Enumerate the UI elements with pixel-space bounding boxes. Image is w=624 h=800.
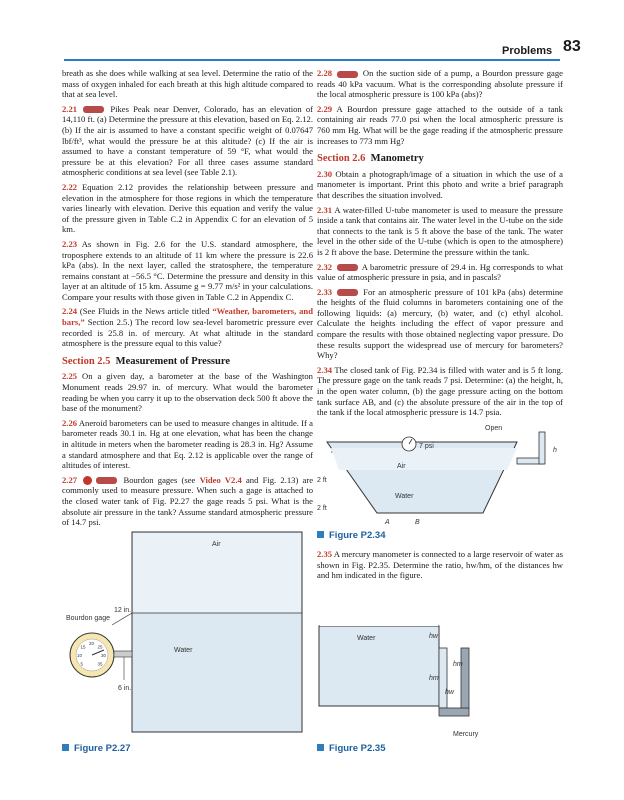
problem-2-23: 2.23 As shown in Fig. 2.6 for the U.S. standard atmosphere, the troposphere extends to an altitude of 11 km where the pressure is 22.6 kPa (abs). In the next layer, called the stratosphere, the temperature remains constant at −56.5 °C. Determine the pressure and density in this layer at an altitude of 15 km. Assume g = 9.77 m/s² in your calculations. Compare your results with those given in Table C.2 in Appendix C.	[62, 238, 313, 302]
header-rule	[64, 59, 560, 61]
gage-dial-number: 30	[101, 653, 107, 658]
problem-2-29: 2.29 A Bourdon pressure gage attached to the outside of a tank containing air reads 77.0 psi when the local atmospheric pressure is 760 mm Hg. What will be the gage reading if the atmospheric pressure increases to 773 mm Hg?	[317, 103, 563, 146]
psi-label: 7 psi	[419, 443, 434, 450]
problem-2-20-end: breath as she does while walking at sea level. Determine the ratio of the mass of oxygen inhaled for each breath at this high altitude compared to that at sea level.	[62, 68, 313, 100]
manometer-right-leg	[461, 648, 469, 708]
problem-2-35: 2.35 A mercury manometer is connected to a large reservoir of water as shown in Fig. P2.35. Determine the ratio, hw/hm, of the distances hw and hm indicated in the figure.	[317, 549, 563, 581]
right-column	[317, 68, 563, 422]
hm-upper-label: hm	[453, 661, 463, 668]
section-heading-2-6: Section 2.6 Manometry	[317, 153, 424, 165]
figure-p2-27	[62, 530, 312, 740]
mercury-u-bottom	[439, 708, 469, 716]
problem-2-27: 2.27 Bourdon gages (see Video V2.4 and Fig. 2.13) are commonly used to measure pressure. When such a gage is attached to the closed water tank of Fig. P2.27 the gage reads 5 psi. What is the absolute air pressure in the tank? Assume standard atmospheric pressure of 14.7 psi.	[62, 474, 314, 528]
problem-2-30: 2.30 Obtain a photograph/image of a situation in which the use of a manometer is important. Print this photo and write a brief paragraph that describes the situation involved.	[317, 168, 563, 200]
water-label: Water	[395, 493, 414, 500]
figure-p2-34	[317, 418, 567, 528]
problem-2-22: 2.22 Equation 2.12 provides the relationship between pressure and elevation in the atmosphere for those regions in which the temperature varies linearly with elevation. Derive this equation and verify the value of the pressure given in Table C.2 in Appendix C for an elevation of 5 km.	[62, 181, 313, 235]
tank-water-label: Water	[174, 647, 193, 654]
go-web-icon	[96, 477, 117, 484]
go-web-icon	[337, 289, 358, 296]
problem-2-28: 2.28 On the suction side of a pump, a Bourdon pressure gage reads 40 kPa vacuum. What is the corresponding absolute pressure if the local atmospheric pressure is 100 kPa (abs)?	[317, 68, 563, 100]
open-column	[539, 432, 545, 464]
figure-p2-27-caption: Figure P2.27	[62, 743, 131, 754]
problem-2-25: 2.25 On a given day, a barometer at the base of the Washington Monument reads 29.97 in. of mercury. What would the barometer reading be when you carry it up to the observation deck 500 ft above the base of the monument?	[62, 371, 313, 414]
problem-2-31: 2.31 A water-filled U-tube manometer is used to measure the pressure inside a tank that contains air. The water level in the U-tube on the side that connects to the tank is 5 ft above the base of the tank. The water level in the other side of the U-tube (which is open to the atmosphere) is 2 ft above the base. Determine the pressure within the tank.	[317, 204, 563, 257]
gage-dial-number: 5	[80, 661, 84, 667]
problem-2-24: 2.24 (See Fluids in the News article titled “Weather, barometers, and bars,” Section 2.5.) The record low sea-level barometric pressure ever recorded is 25.8 in. of mercury. At what altitude in the standard atmosphere is the pressure equal to this value?	[62, 306, 313, 349]
reservoir-water-label: Water	[357, 635, 376, 642]
fluids-news-link[interactable]: “Weather, barometers, and bars,”	[62, 306, 313, 328]
gage-dial-number: 25	[97, 644, 103, 650]
hm-lower-label: hm	[429, 675, 439, 682]
go-web-icon	[83, 106, 104, 113]
running-header: Problems	[502, 45, 553, 57]
hw-lower-label: hw	[445, 689, 454, 696]
six-in-label: 6 in.	[118, 685, 132, 692]
reservoir	[319, 626, 439, 706]
problem-2-33: 2.33 For an atmospheric pressure of 101 kPa (abs) determine the heights of the fluid columns in barometers containing one of the following liquids: (a) mercury, (b) water, and (c) ethyl alcohol. Calculate the heights including the effect of vapor pressure and compare the results with those obtained neglecting vapor pressure. Do these results support the widespread use of mercury for barometers? Why?	[317, 286, 563, 361]
manometer-left-leg	[439, 648, 447, 708]
two-ft-upper: 2 ft	[317, 477, 327, 484]
problem-2-34: 2.34 The closed tank of Fig. P2.34 is filled with water and is 5 ft long. The pressure gage on the tank reads 7 psi. Determine: (a) the height, h, in the open water column, (b) the gage pressure acting on the bottom tank surface AB, and (c) the absolute pressure of the air in the top of the tank if the local atmospheric pressure is 14.7 psia.	[317, 364, 564, 418]
problem-2-21: 2.21 Pikes Peak near Denver, Colorado, has an elevation of 14,110 ft. (a) Determine the pressure at this elevation, based on Eq. 2.12. (b) If the air is assumed to have a constant specific weight of 0.07647 lbf/ft³, what would the pressure be at this altitude? (c) If the air is assumed to have a constant temperature of 59 °F, what would the pressure be at this elevation? For all three cases assume standard atmospheric conditions at sea level (see Table 2.1).	[62, 103, 313, 178]
gage-label: Bourdon gage	[66, 615, 110, 622]
gage-dial-number: 20	[89, 641, 95, 646]
tank-air-label: Air	[212, 541, 221, 548]
open-label: Open	[485, 425, 503, 432]
figure-p2-35	[317, 618, 567, 740]
problem-2-32: 2.32 A barometric pressure of 29.4 in. Hg corresponds to what value of atmospheric pressure in psia, and in pascals?	[317, 261, 563, 283]
point-a-label: A	[385, 519, 390, 526]
gage-dial-number: 10	[77, 653, 83, 658]
go-web-icon	[337, 264, 358, 271]
video-link[interactable]: Video V2.4	[199, 474, 242, 485]
problem-2-26: 2.26 Aneroid barometers can be used to measure changes in altitude. If a barometer reads 30.1 in. Hg at one elevation, what has been the change in altitude in meters when the barometer reading is 28.3 in. Hg? Assume a standard atmosphere and that Eq. 2.12 is applicable over the range of altitudes of interest.	[62, 417, 313, 471]
go-web-icon	[337, 71, 358, 78]
figure-p2-35-caption: Figure P2.35	[317, 743, 386, 754]
h-label: h	[553, 447, 557, 454]
twelve-in-label: 12 in.	[114, 607, 132, 614]
mercury-label: Mercury	[453, 731, 479, 738]
page-number: 83	[563, 38, 581, 55]
point-b-label: B	[415, 519, 420, 526]
gage-connector	[114, 651, 132, 657]
gage-dial-number: 15	[80, 644, 86, 650]
gage-dial-number: 35	[97, 661, 103, 667]
video-icon	[83, 476, 92, 485]
section-heading-2-5: Section 2.5 Measurement of Pressure	[62, 355, 230, 367]
hw-upper-label: hw	[429, 633, 438, 640]
figure-p2-34-caption: Figure P2.34	[317, 530, 386, 541]
air-label: Air	[397, 463, 406, 470]
two-ft-lower: 2 ft	[317, 505, 327, 512]
left-column	[62, 68, 313, 532]
